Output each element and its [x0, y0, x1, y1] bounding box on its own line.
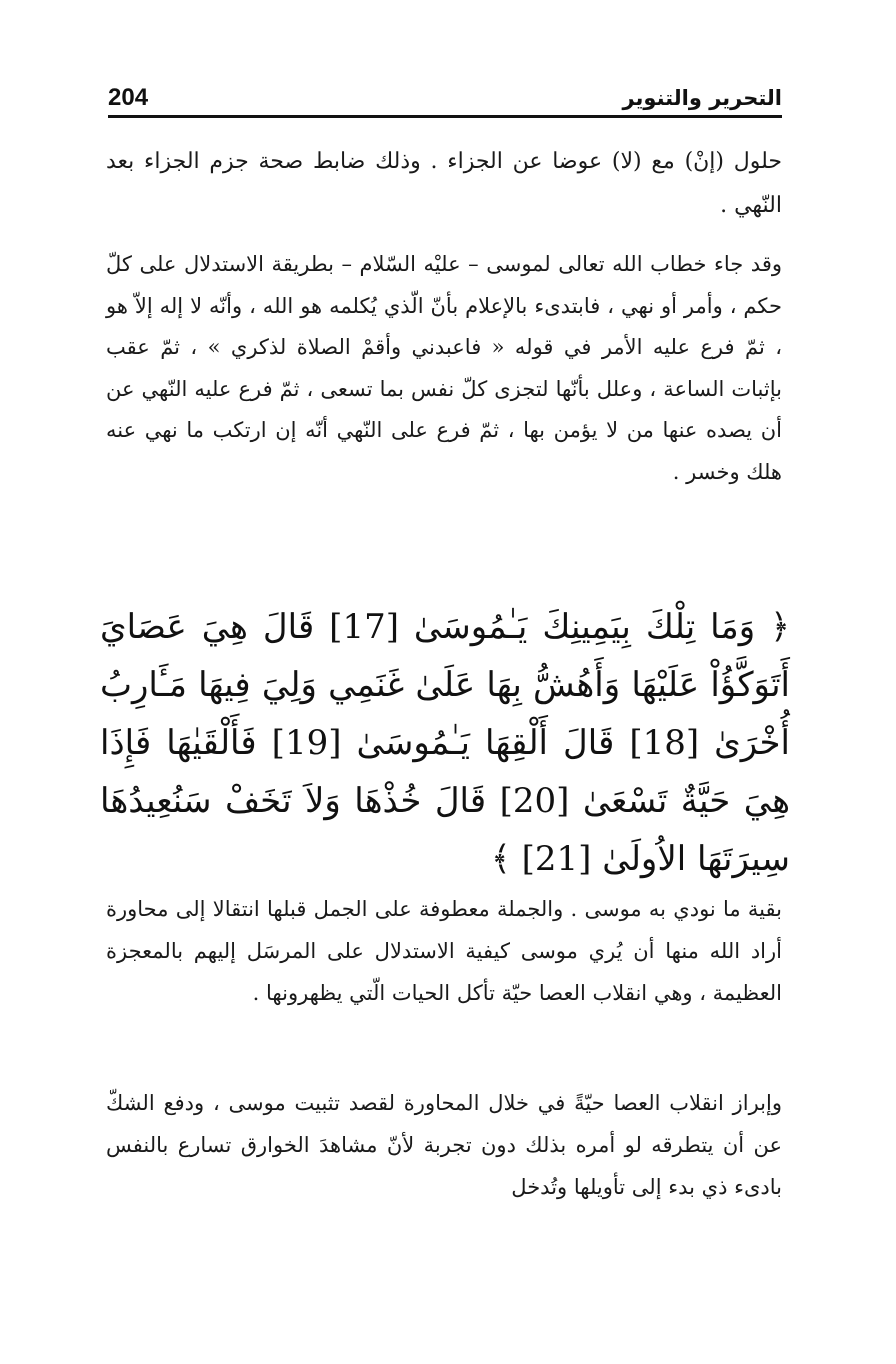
paragraph-4-text: وإبراز انقلاب العصا حيّةً في خلال المحاورة لقصد تثبيت موسى ، ودفع الشكّ عن أن يتطرقه لو أمره بذلك دون تجربة لأنّ مشاهدَ الخوارق تسارع بالنفس بادىء ذي بدء إلى تأويلها وتُدخل	[106, 1091, 782, 1199]
paragraph-1	[106, 140, 782, 228]
paragraph-4	[106, 1082, 782, 1208]
paragraph-3-text: بقية ما نودي به موسى . والجملة معطوفة على الجمل قبلها انتقالا إلى محاورة أراد الله منها أن يُري موسى كيفية الاستدلال على المرسَل إليهم بالمعجزة العظيمة ، وهي انقلاب العصا حيّة تأكل الحيات الّتي يظهرونها .	[106, 897, 782, 1005]
paragraph-2	[106, 244, 782, 493]
paragraph-3	[106, 888, 782, 1014]
header-rule	[108, 115, 782, 118]
paragraph-2-text: وقد جاء خطاب الله تعالى لموسى – عليْه السّلام – بطريقة الاستدلال على كلّ حكم ، وأمر أو نهي ، فابتدىء بالإعلام بأنّ الّذي يُكلمه هو الله ، وأنّه لا إله إلاّ هو ، ثمّ فرع عليه الأمر في قوله « فاعبدني وأقمْ الصلاة لذكري » ، ثمّ عقب بإثبات الساعة ، وعلل بأنّها لتجزى كلّ نفس بما تسعى ، ثمّ فرع عليه النّهي عن أن يصده عنها من لا يؤمن بها ، ثمّ فرع على النّهي أنّه إن ارتكب ما نهي عنه هلك وخسر .	[106, 252, 782, 484]
quran-verse-block	[100, 598, 790, 888]
page-header	[108, 84, 782, 116]
page-number: 204	[108, 84, 149, 111]
running-title: التحرير والتنوير	[622, 86, 782, 110]
quran-verse-text: ﴿ وَمَا تِلْكَ بِيَمِينِكَ يَـٰمُوسَىٰ [17] قَالَ هِيَ عَصَايَ أَتَوَكَّؤُاْ عَلَيْهَا وَأَهُشُّ بِهَا عَلَىٰ غَنَمِي وَلِيَ فِيهَا مَـَٔارِبُ أُخْرَىٰ [18] قَالَ أَلْقِهَا يَـٰمُوسَىٰ [19] فَأَلْقَيٰهَا فَإِذَا هِيَ حَيَّةٌ تَسْعَىٰ [20] قَالَ خُذْهَا وَلاَ تَخَفْ سَنُعِيدُهَا سِيرَتَهَا الاُولَىٰ [21] ﴾	[100, 607, 790, 879]
paragraph-1-text: حلول (إنْ) مع (لا) عوضا عن الجزاء . وذلك ضابط صحة جزم الجزاء بعد النّهي .	[106, 149, 782, 218]
